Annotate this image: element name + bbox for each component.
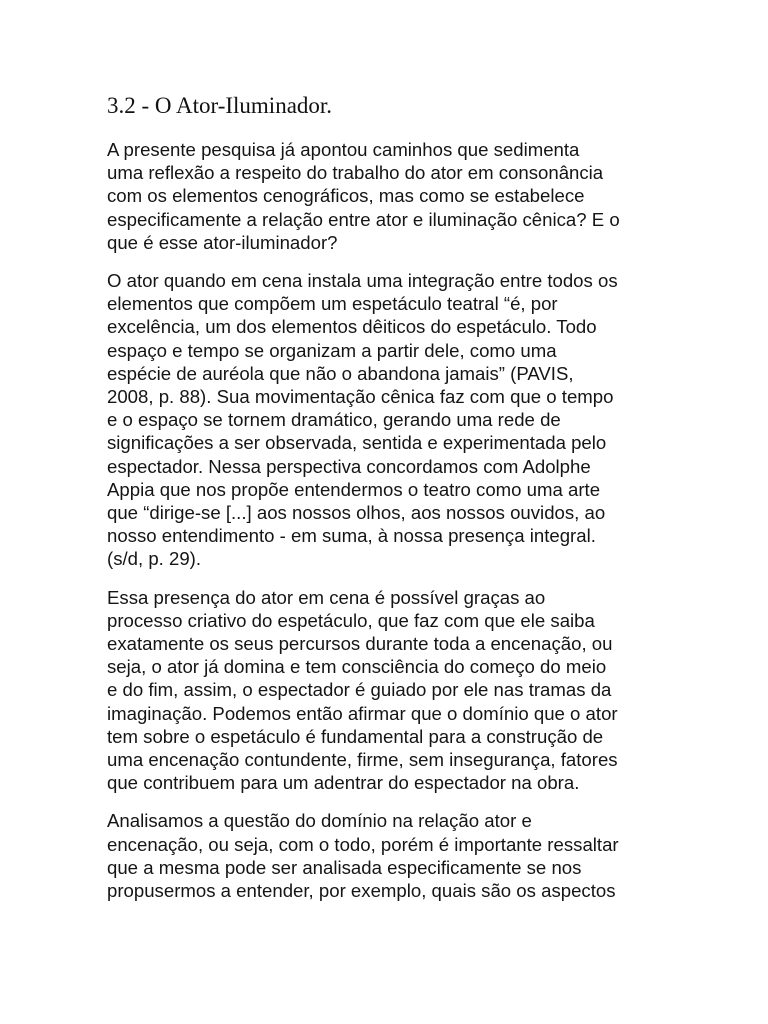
text-line: elementos que compõem um espetáculo teatral “é, por — [107, 293, 558, 315]
paragraph-4 — [107, 809, 667, 902]
page-content — [107, 92, 667, 917]
text-line: tem sobre o espetáculo é fundamental para a construção de — [107, 725, 604, 747]
text-line: 2008, p. 88). Sua movimentação cênica faz com que o tempo — [107, 386, 614, 408]
text-line: nosso entendimento - em suma, à nossa presença integral. — [107, 525, 596, 547]
text-line: imaginação. Podemos então afirmar que o domínio que o ator — [107, 702, 618, 724]
paragraph-1 — [107, 138, 667, 254]
text-line: (s/d, p. 29). — [107, 548, 202, 570]
text-line: exatamente os seus percursos durante toda a encenação, ou — [107, 633, 613, 655]
text-line: A presente pesquisa já apontou caminhos que sedimenta — [107, 139, 580, 160]
paragraph-2 — [107, 269, 667, 571]
text-line: uma encenação contundente, firme, sem insegurança, fatores — [107, 749, 618, 771]
text-line: espaço e tempo se organizam a partir dele, como uma — [107, 339, 557, 361]
section-heading: 3.2 - O Ator-Iluminador. — [107, 93, 333, 118]
text-line: especificamente a relação entre ator e iluminação cênica? E o — [107, 208, 620, 230]
text-line: espectador. Nessa perspectiva concordamos com Adolphe — [107, 455, 591, 477]
text-line: processo criativo do espetáculo, que faz com que ele saiba — [107, 609, 595, 631]
text-line: uma reflexão a respeito do trabalho do ator em consonância — [107, 162, 604, 184]
text-line: propusermos a entender, por exemplo, quais são os aspectos — [107, 880, 616, 902]
text-line: que “dirige-se [...] aos nossos olhos, aos nossos ouvidos, ao — [107, 502, 606, 524]
paragraph-3 — [107, 586, 667, 795]
text-line: Essa presença do ator em cena é possível graças ao — [107, 586, 546, 608]
text-line: que a mesma pode ser analisada especificamente se nos — [107, 856, 582, 878]
text-line: significações a ser observada, sentida e experimentada pelo — [107, 432, 607, 454]
text-line: excelência, um dos elementos dêiticos do espetáculo. Todo — [107, 316, 597, 338]
text-line: que é esse ator-iluminador? — [107, 231, 338, 253]
text-line: seja, o ator já domina e tem consciência do começo do meio — [107, 656, 607, 678]
text-line: encenação, ou seja, com o todo, porém é importante ressaltar — [107, 833, 619, 855]
text-line: e o espaço se tornem dramático, gerando uma rede de — [107, 409, 561, 431]
text-line: O ator quando em cena instala uma integração entre todos os — [107, 270, 618, 292]
text-line: espécie de auréola que não o abandona jamais” (PAVIS, — [107, 362, 574, 384]
text-line: e do fim, assim, o espectador é guiado por ele nas tramas da — [107, 679, 612, 701]
text-line: Appia que nos propõe entendermos o teatro como uma arte — [107, 478, 601, 500]
text-line: com os elementos cenográficos, mas como se estabelece — [107, 185, 585, 207]
text-line: Analisamos a questão do domínio na relação ator e — [107, 810, 532, 832]
text-line: que contribuem para um adentrar do espectador na obra. — [107, 772, 580, 794]
